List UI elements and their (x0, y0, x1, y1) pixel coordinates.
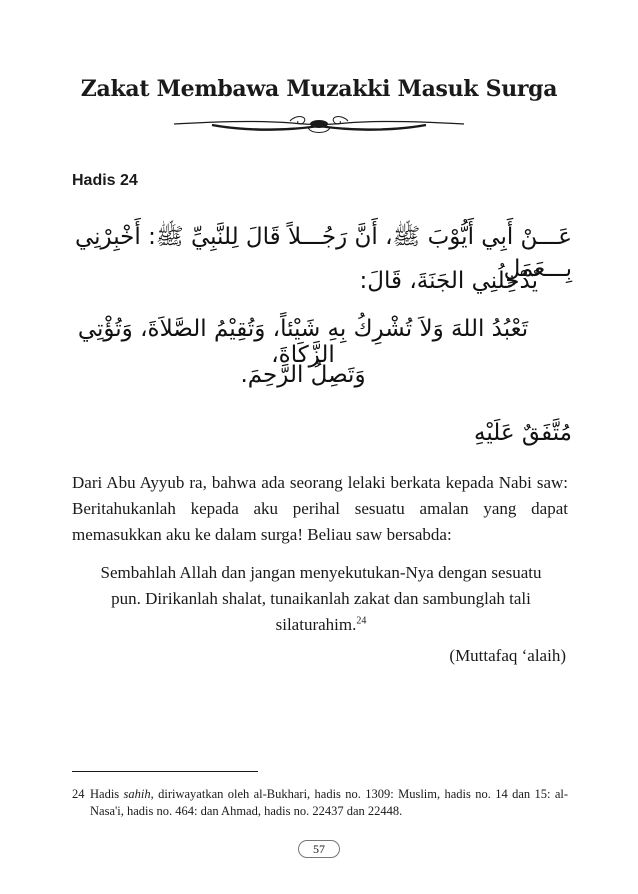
page-title: Zakat Membawa Muzakki Masuk Surga (80, 76, 558, 102)
arabic-text-line: تَعْبُدُ اللهَ وَلاَ تُشْرِكُ بِهِ شَيْئاً، وَتُقِيْمُ الصَّلاَةَ، وَتُؤْتِي الزَّكَاةَ، (77, 316, 529, 368)
footnote-number: 24 (72, 787, 85, 801)
arabic-attribution: مُتَّفَقٌ عَلَيْهِ (474, 420, 572, 446)
arabic-text-line: وَتَصِلُ الرَّحِمَ. (240, 362, 366, 388)
hadith-source: (Muttafaq ‘alaih) (449, 646, 566, 665)
hadith-quote (86, 560, 556, 638)
footnote (72, 786, 568, 820)
arabic-text-line: عَـــنْ أَبِي أَيُّوْبَ ﷺ، أَنَّ رَجُـــلاً قَالَ لِلنَّبِيِّ ﷺ: أَخْبِرْنِي بِـــعَمَلٍ (74, 224, 572, 282)
footnote-italic: sahih (123, 787, 151, 801)
footnote-prefix: Hadis (90, 787, 124, 801)
footnote-divider (72, 771, 258, 772)
arabic-text-line: يُدْخِلُنِي الجَنَةَ، قَالَ: (359, 268, 538, 294)
footnote-reference[interactable]: 24 (356, 615, 367, 627)
page-number: 57 (298, 840, 340, 858)
flourish-ornament-icon (172, 112, 466, 136)
hadith-number-label: Hadis 24 (72, 172, 138, 189)
footnote-text: , diriwayatkan oleh al-Bukhari, hadis no. 1309: Muslim, hadis no. 14 dan 15: al-Nasa'i, hadis no. 464: dan Ahmad, hadis no. 22437 dan 22448. (90, 787, 568, 818)
hadith-quote-text: Sembahlah Allah dan jangan menyekutukan-Nya dengan sesuatu pun. Dirikanlah shalat, tunaikanlah zakat dan sambunglah tali silaturahim. (100, 563, 542, 634)
translation-paragraph: Dari Abu Ayyub ra, bahwa ada seorang lelaki berkata kepada Nabi saw: Beritahukanlah kepada aku perihal sesuatu amalan yang dapat memasukkan aku ke dalam surga! Beliau saw bersabda: (72, 473, 568, 544)
